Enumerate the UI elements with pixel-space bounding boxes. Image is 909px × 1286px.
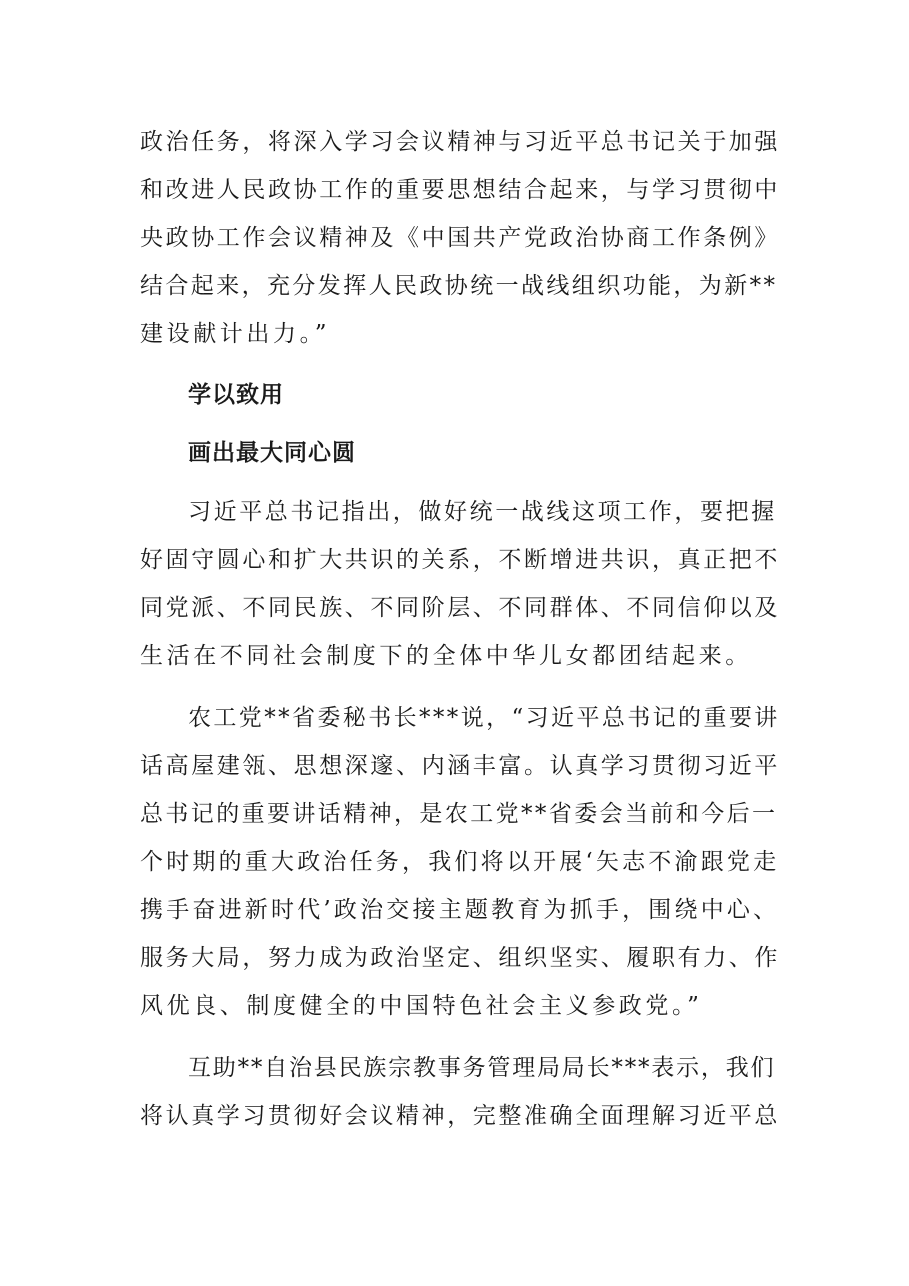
text-line: 互助**自治县民族宗教事务管理局局长***表示，我们 bbox=[188, 1055, 776, 1081]
text-line: 政治任务，将深入学习会议精神与习近平总书记关于加强 bbox=[140, 129, 780, 155]
text-line: 同党派、不同民族、不同阶层、不同群体、不同信仰以及 bbox=[140, 595, 780, 621]
text-line: 生活在不同社会制度下的全体中华儿女都团结起来。 bbox=[140, 643, 752, 669]
text-line: 建设献计出力。” bbox=[140, 321, 331, 347]
text-line: 总书记的重要讲话精神，是农工党**省委会当前和今后一 bbox=[140, 801, 778, 827]
text-line: 农工党**省委秘书长***说，“习近平总书记的重要讲 bbox=[188, 705, 780, 731]
text-line: 个时期的重大政治任务，我们将以开展‘矢志不渝跟党走 bbox=[140, 849, 780, 875]
text-line: 携手奋进新时代’政治交接主题教育为抓手，围绕中心、 bbox=[140, 897, 780, 923]
text-line: 结合起来，充分发挥人民政协统一战线组织功能，为新** bbox=[140, 273, 778, 299]
text-line: 央政协工作会议精神及《中国共产党政治协商工作条例》 bbox=[140, 225, 780, 251]
section-subheading: 画出最大同心圆 bbox=[188, 440, 356, 466]
text-line: 好固守圆心和扩大共识的关系，不断增进共识，真正把不 bbox=[140, 547, 780, 573]
text-line: 风优良、制度健全的中国特色社会主义参政党。” bbox=[140, 993, 703, 1019]
text-line: 服务大局，努力成为政治坚定、组织坚实、履职有力、作 bbox=[140, 945, 780, 971]
text-line: 和改进人民政协工作的重要思想结合起来，与学习贯彻中 bbox=[140, 177, 780, 203]
text-line: 习近平总书记指出，做好统一战线这项工作，要把握 bbox=[188, 499, 777, 525]
text-line: 话高屋建瓴、思想深邃、内涵丰富。认真学习贯彻习近平 bbox=[140, 753, 780, 779]
section-heading: 学以致用 bbox=[188, 382, 284, 408]
text-line: 将认真学习贯彻好会议精神，完整准确全面理解习近平总 bbox=[140, 1103, 780, 1129]
